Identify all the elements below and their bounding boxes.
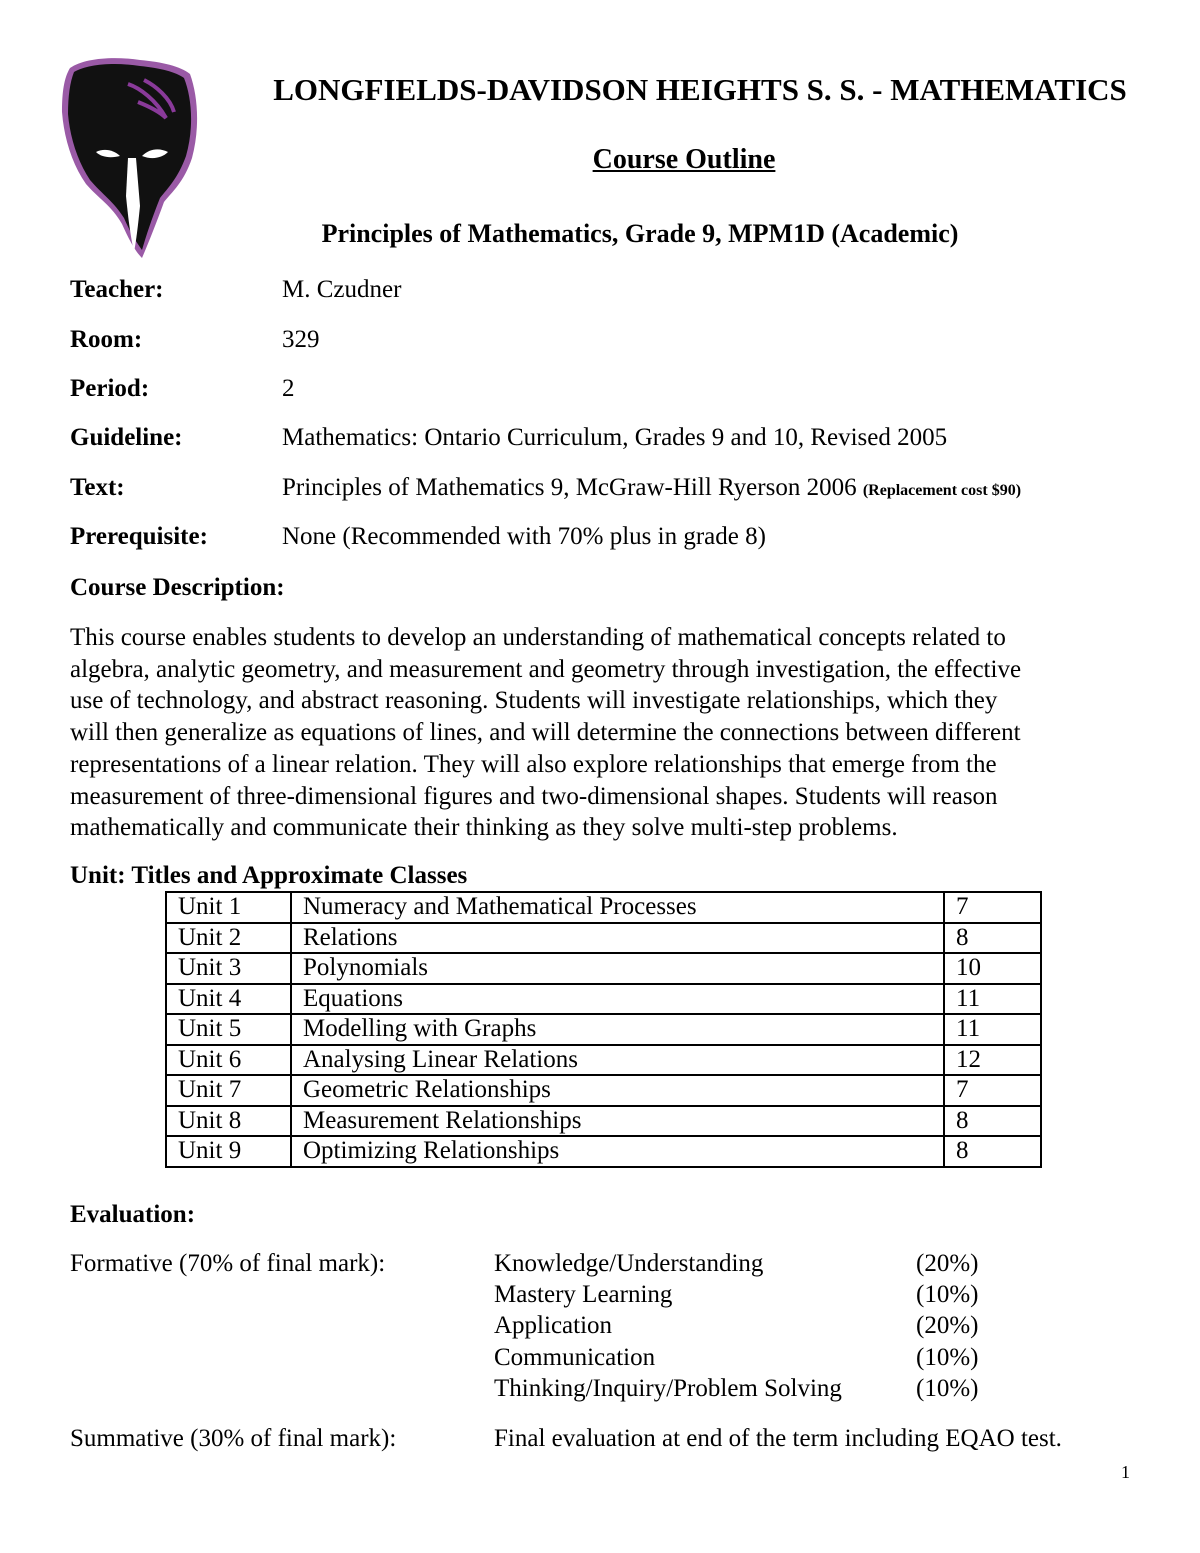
guideline-label: Guideline:	[70, 424, 183, 451]
formative-item-weight: (10%)	[916, 1344, 979, 1371]
description-line: algebra, analytic geometry, and measurement and geometry through investigation, the effective	[70, 655, 1022, 683]
table-row	[166, 1045, 1041, 1076]
unit-cell: Unit 8	[166, 1106, 291, 1137]
school-title: LONGFIELDS-DAVIDSON HEIGHTS S. S. - MATHEMATICS	[273, 72, 1127, 107]
formative-item-name: Thinking/Inquiry/Problem Solving	[494, 1375, 842, 1402]
guideline-value: Mathematics: Ontario Curriculum, Grades 9 and 10, Revised 2005	[282, 424, 948, 451]
table-row	[166, 1106, 1041, 1137]
unit-cell: Unit 9	[166, 1136, 291, 1167]
period-label: Period:	[70, 375, 150, 402]
description-line: mathematically and communicate their thinking as they solve multi-step problems.	[70, 814, 898, 842]
classes-cell: 8	[944, 923, 1041, 954]
table-row	[166, 1075, 1041, 1106]
unit-title-cell: Polynomials	[291, 953, 944, 984]
teacher-value: M. Czudner	[282, 276, 402, 303]
unit-cell: Unit 3	[166, 953, 291, 984]
unit-title-cell: Measurement Relationships	[291, 1106, 944, 1137]
room-label: Room:	[70, 326, 143, 353]
page-number: 1	[1121, 1462, 1130, 1482]
unit-cell: Unit 2	[166, 923, 291, 954]
classes-cell: 11	[944, 984, 1041, 1015]
document-title: Course Outline	[592, 144, 776, 175]
room-value: 329	[282, 326, 320, 353]
unit-cell: Unit 5	[166, 1014, 291, 1045]
classes-cell: 8	[944, 1106, 1041, 1137]
classes-cell: 7	[944, 892, 1041, 923]
summative-text: Final evaluation at end of the term including EQAO test.	[494, 1425, 1062, 1452]
teacher-label: Teacher:	[70, 276, 164, 303]
table-row	[166, 892, 1041, 923]
course-title: Principles of Mathematics, Grade 9, MPM1D (Academic)	[321, 219, 959, 248]
formative-item-weight: (10%)	[916, 1375, 979, 1402]
formative-item-name: Mastery Learning	[494, 1281, 673, 1308]
evaluation-heading: Evaluation:	[70, 1201, 196, 1228]
unit-title-cell: Analysing Linear Relations	[291, 1045, 944, 1076]
prerequisite-value: None (Recommended with 70% plus in grade 8)	[282, 523, 766, 550]
description-line: representations of a linear relation. They will also explore relationships that emerge from the	[70, 750, 997, 778]
formative-item-name: Knowledge/Understanding	[494, 1250, 764, 1277]
table-row	[166, 1014, 1041, 1045]
formative-item-name: Application	[494, 1312, 613, 1339]
prerequisite-label: Prerequisite:	[70, 523, 208, 550]
classes-cell: 10	[944, 953, 1041, 984]
formative-item-weight: (20%)	[916, 1250, 979, 1277]
units-heading: Unit: Titles and Approximate Classes	[70, 862, 468, 889]
course-description-heading: Course Description:	[70, 574, 285, 601]
unit-title-cell: Modelling with Graphs	[291, 1014, 944, 1045]
classes-cell: 12	[944, 1045, 1041, 1076]
table-row	[166, 953, 1041, 984]
unit-cell: Unit 1	[166, 892, 291, 923]
formative-item-weight: (20%)	[916, 1312, 979, 1339]
description-line: use of technology, and abstract reasoning. Students will investigate relationships, which they	[70, 687, 998, 715]
table-row	[166, 984, 1041, 1015]
textbook-title: Principles of Mathematics 9, McGraw-Hill Ryerson 2006	[282, 474, 857, 501]
description-line: This course enables students to develop an understanding of mathematical concepts related to	[70, 624, 1006, 651]
unit-title-cell: Geometric Relationships	[291, 1075, 944, 1106]
classes-cell: 8	[944, 1136, 1041, 1167]
course-description	[70, 622, 1140, 844]
description-line: will then generalize as equations of lines, and will determine the connections between different	[70, 719, 1021, 747]
summative-label: Summative (30% of final mark):	[70, 1425, 397, 1452]
table-row	[166, 1136, 1041, 1167]
unit-cell: Unit 6	[166, 1045, 291, 1076]
text-value	[282, 474, 1021, 502]
text-label: Text:	[70, 474, 125, 501]
unit-title-cell: Relations	[291, 923, 944, 954]
formative-label: Formative (70% of final mark):	[70, 1250, 386, 1277]
classes-cell: 7	[944, 1075, 1041, 1106]
replacement-cost-note: (Replacement cost $90)	[862, 482, 1022, 499]
unit-cell: Unit 7	[166, 1075, 291, 1106]
unit-cell: Unit 4	[166, 984, 291, 1015]
description-line: measurement of three-dimensional figures and two-dimensional shapes. Students will reason	[70, 782, 998, 810]
table-row	[166, 923, 1041, 954]
units-table	[165, 891, 1042, 1168]
unit-title-cell: Numeracy and Mathematical Processes	[291, 892, 944, 923]
unit-title-cell: Equations	[291, 984, 944, 1015]
period-value: 2	[282, 375, 295, 402]
classes-cell: 11	[944, 1014, 1041, 1045]
unit-title-cell: Optimizing Relationships	[291, 1136, 944, 1167]
formative-item-weight: (10%)	[916, 1281, 979, 1308]
formative-item-name: Communication	[494, 1344, 656, 1371]
raven-mascot-icon	[56, 56, 204, 262]
